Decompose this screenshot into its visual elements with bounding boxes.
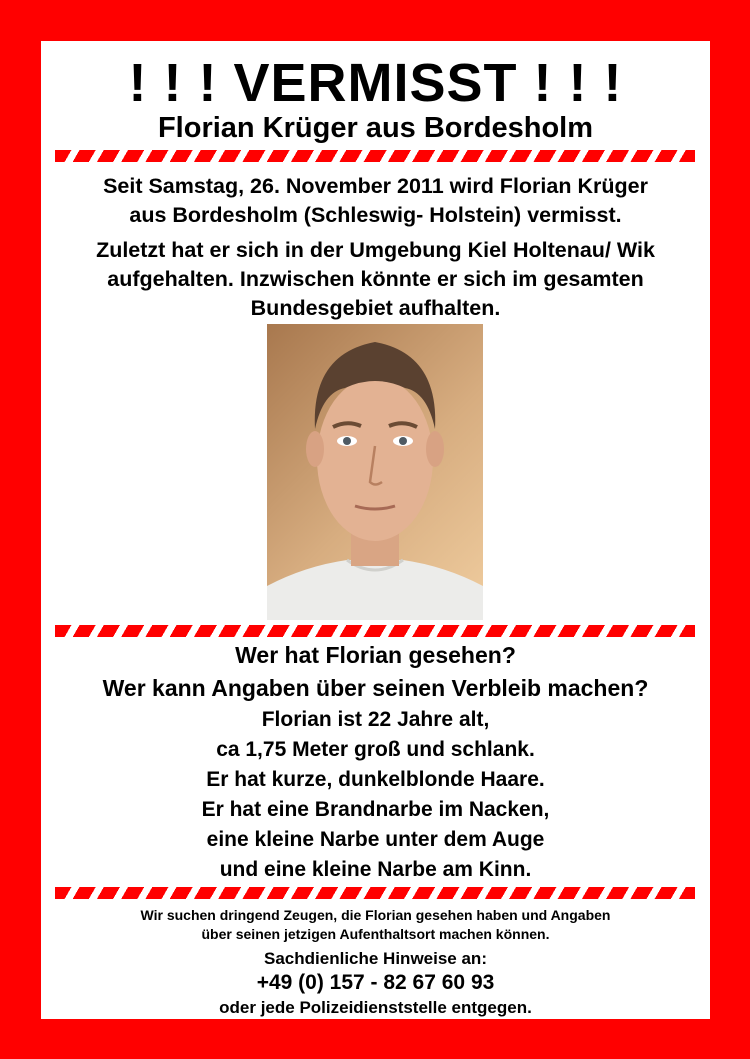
appeal-text (41, 906, 710, 944)
appeal-line: über seinen jetzigen Aufenthaltsort machen können. (201, 926, 550, 942)
contact-closing: oder jede Polizeidienststelle entgegen. (219, 998, 532, 1017)
warning-stripe-middle (55, 625, 695, 637)
appeal-line: Wir suchen dringend Zeugen, die Florian gesehen haben und Angaben (140, 907, 611, 923)
description-line: eine kleine Narbe unter dem Auge (206, 828, 545, 851)
description-line: Er hat kurze, dunkelblonde Haare. (206, 768, 545, 791)
location-line: Zuletzt hat er sich in der Umgebung Kiel Holtenau/ Wik (96, 238, 655, 262)
description-text (41, 705, 710, 885)
warning-stripe-top (55, 150, 695, 162)
phone-number: +49 (0) 157 - 82 67 60 93 (256, 971, 495, 994)
questions-text (41, 639, 710, 705)
question-line: Wer kann Angaben über seinen Verbleib machen? (102, 675, 649, 701)
location-text (41, 236, 710, 323)
location-line: aufgehalten. Inzwischen könnte er sich im gesamten (107, 267, 644, 291)
headline: ! ! ! VERMISST ! ! ! (128, 53, 623, 113)
portrait-illustration (267, 324, 483, 620)
description-line: und eine kleine Narbe am Kinn. (219, 858, 532, 881)
intro-line: aus Bordesholm (Schleswig- Holstein) vermisst. (129, 203, 622, 227)
location-line: Bundesgebiet aufhalten. (250, 296, 501, 320)
warning-stripe-bottom (55, 887, 695, 899)
description-line: ca 1,75 Meter groß und schlank. (216, 738, 535, 761)
description-line: Er hat eine Brandnarbe im Nacken, (201, 798, 550, 821)
question-line: Wer hat Florian gesehen? (235, 642, 516, 668)
missing-person-poster (41, 41, 710, 1019)
portrait-photo (267, 324, 483, 620)
subheadline: Florian Krüger aus Bordesholm (157, 112, 594, 144)
intro-text (41, 172, 710, 230)
description-line: Florian ist 22 Jahre alt, (261, 708, 490, 731)
intro-line: Seit Samstag, 26. November 2011 wird Florian Krüger (103, 174, 648, 198)
contact-label: Sachdienliche Hinweise an: (264, 949, 487, 968)
